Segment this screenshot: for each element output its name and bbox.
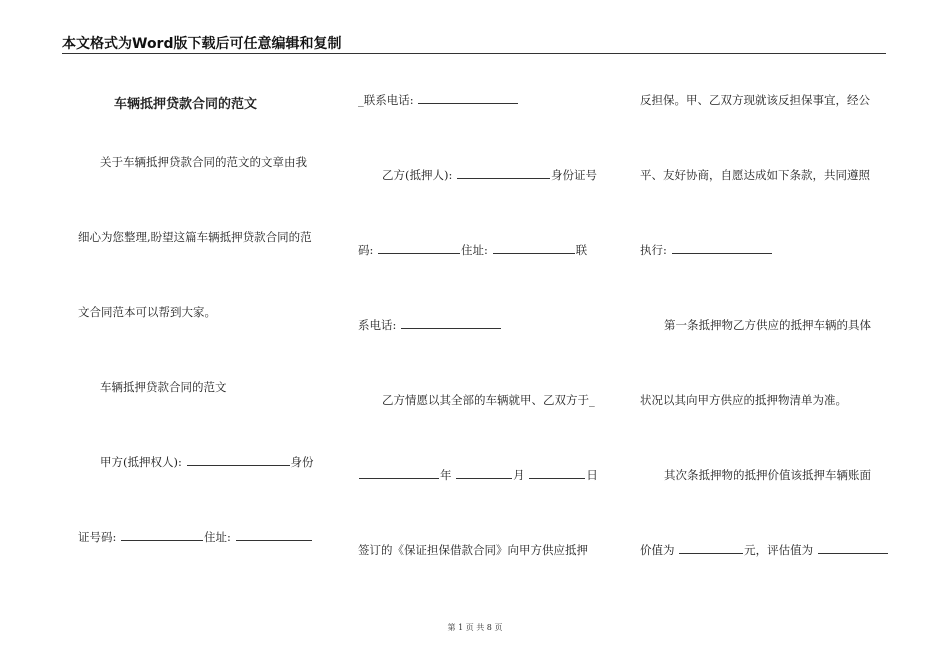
party-a-address-label: 住址:: [204, 530, 231, 544]
party-b-address-label: 住址:: [461, 243, 488, 257]
party-b-phone-blank: [401, 318, 501, 329]
article-1-line-2: 状况以其向甲方供应的抵押物清单为准。: [640, 393, 847, 407]
article-2-line-2: [640, 543, 889, 557]
intro-line-2: 细心为您整理,盼望这篇车辆抵押贷款合同的范: [78, 230, 312, 244]
header-divider: [62, 53, 886, 54]
party-a-id-label: 证号码:: [78, 530, 117, 544]
article-1-line-1: 第一条抵押物乙方供应的抵押车辆的具体: [664, 318, 871, 332]
party-b-name-blank: [457, 168, 550, 179]
party-b-label: 乙方(抵押人):: [382, 168, 453, 182]
party-b-phone-line: [358, 318, 502, 332]
document-header-title: 本文格式为Word版下载后可任意编辑和复制: [62, 36, 342, 52]
party-a-id-line: [78, 530, 313, 544]
col3-line-1: 反担保。甲、乙双方现就该反担保事宜，经公: [640, 93, 870, 107]
party-a-name-blank: [187, 455, 290, 466]
section-subtitle: 车辆抵押贷款合同的范文: [100, 380, 227, 394]
contract-line: 签订的《保证担保借款合同》向甲方供应抵押: [358, 543, 588, 557]
party-b-phone-label: 系电话:: [358, 318, 397, 332]
execution-label: 执行:: [640, 243, 667, 257]
party-a-address-blank: [236, 530, 312, 541]
day-label: 日: [586, 468, 598, 482]
month-blank: [456, 468, 512, 479]
article-2-line-1: 其次条抵押物的抵押价值该抵押车辆账面: [664, 468, 871, 482]
page-number: 第 1 页 共 8 页: [447, 623, 503, 632]
party-a-id-blank: [121, 530, 203, 541]
col3-line-2: 平、友好协商，自愿达成如下条款，共同遵照: [640, 168, 870, 182]
agreement-line: 乙方情愿以其全部的车辆就甲、乙双方于_: [382, 393, 595, 407]
date-line: [358, 468, 598, 482]
month-label: 月: [513, 468, 525, 482]
intro-line-3: 文合同范本可以帮到大家。: [78, 305, 216, 319]
party-b-id-prefix: 身份证号: [551, 168, 598, 182]
document-title: 车辆抵押贷款合同的范文: [114, 97, 258, 112]
day-blank: [529, 468, 585, 479]
party-b-id-line: [358, 243, 587, 257]
book-value-blank: [679, 543, 743, 554]
party-b-address-blank: [493, 243, 575, 254]
party-a-id-prefix: 身份: [290, 455, 314, 469]
party-b-id-blank: [378, 243, 460, 254]
year-blank: [359, 468, 439, 479]
party-a-phone-line: [358, 93, 519, 107]
party-a-phone-label: _联系电话:: [358, 93, 414, 107]
year-label: 年: [440, 468, 452, 482]
party-a-label: 甲方(抵押权人):: [100, 455, 182, 469]
party-b-line: [382, 168, 597, 182]
party-b-id-label: 码:: [358, 243, 374, 257]
execution-blank: [672, 243, 772, 254]
appraisal-label: 元，评估值为: [744, 543, 814, 557]
party-a-line: [100, 455, 314, 469]
execution-line: [640, 243, 773, 257]
party-a-phone-blank: [418, 93, 518, 104]
intro-line-1: 关于车辆抵押贷款合同的范文的文章由我: [100, 155, 307, 169]
party-b-phone-prefix: 联: [575, 243, 588, 257]
appraisal-blank: [818, 543, 888, 554]
book-value-label: 价值为: [640, 543, 675, 557]
